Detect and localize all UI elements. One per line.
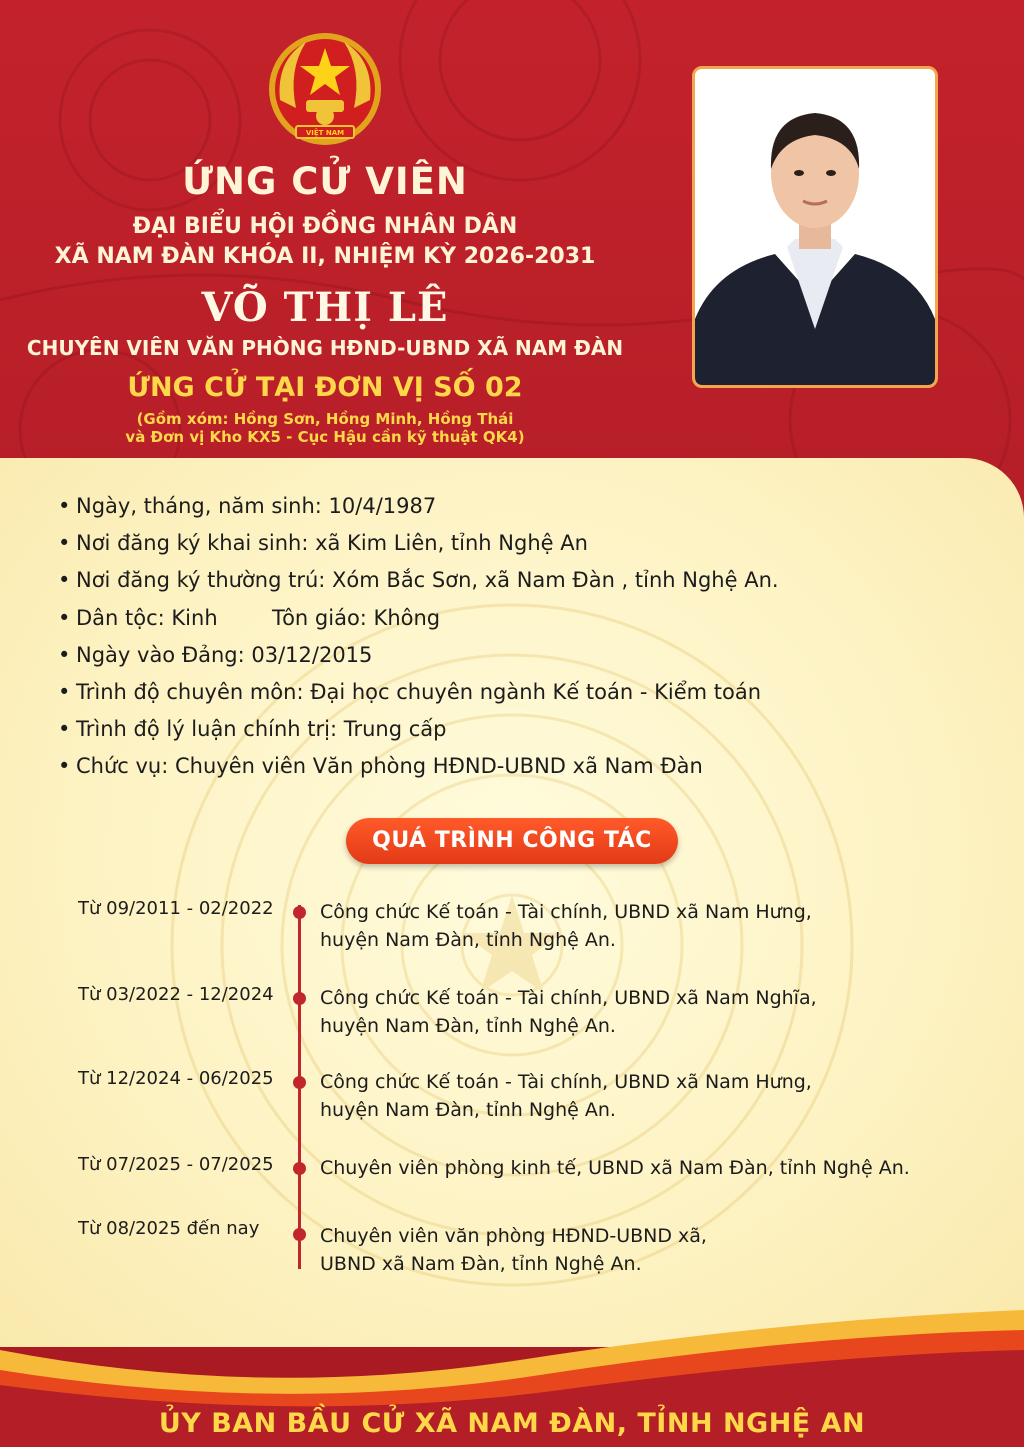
council-line-1: ĐẠI BIỂU HỘI ĐỒNG NHÂN DÂN [132,214,518,239]
fact-birth-place: • Nơi đăng ký khai sinh: xã Kim Liên, tỉnh Nghệ An [58,531,588,556]
timeline-description: Công chức Kế toán - Tài chính, UBND xã Nam Hưng, huyện Nam Đàn, tỉnh Nghệ An. [320,901,812,951]
timeline-dot [293,992,306,1005]
timeline-period: Từ 09/2011 - 02/2022 [78,898,274,919]
timeline-dot [293,906,306,919]
timeline-description: Công chức Kế toán - Tài chính, UBND xã Nam Nghĩa, huyện Nam Đàn, tỉnh Nghệ An. [320,987,817,1037]
fact-ethnicity-religion: • Dân tộc: Kinh Tôn giáo: Không [58,605,441,630]
career-section-title: QUÁ TRÌNH CÔNG TÁC [346,818,678,864]
fact-political-theory: • Trình độ lý luận chính trị: Trung cấp [58,717,447,742]
candidate-photo [692,66,938,388]
timeline-period: Từ 03/2022 - 12/2024 [78,984,274,1005]
election-committee-footer: ỦY BAN BẦU CỬ XÃ NAM ĐÀN, TỈNH NGHỆ AN [158,1408,866,1439]
poster-title: ỨNG CỬ VIÊN [182,160,468,203]
constituency-title: ỨNG CỬ TẠI ĐƠN VỊ SỐ 02 [127,372,523,403]
constituency-detail-2: và Đơn vị Kho KX5 - Cục Hậu cần kỹ thuật QK4) [125,428,525,446]
biography-facts [58,494,779,792]
constituency-detail-1: (Gồm xóm: Hồng Sơn, Hồng Minh, Hồng Thái [136,410,514,428]
fact-birth-date: • Ngày, tháng, năm sinh: 10/4/1987 [58,494,437,518]
timeline-dot [293,1228,306,1241]
timeline-description: Chuyên viên phòng kinh tế, UBND xã Nam Đàn, tỉnh Nghệ An. [320,1157,910,1179]
fact-party-date: • Ngày vào Đảng: 03/12/2015 [58,642,373,667]
candidate-position: CHUYÊN VIÊN VĂN PHÒNG HĐND-UBND XÃ NAM ĐÀN [26,336,624,360]
timeline-period: Từ 12/2024 - 06/2025 [78,1068,274,1089]
fact-religion: Tôn giáo: Không [272,605,441,630]
fact-current-role: • Chức vụ: Chuyên viên Văn phòng HĐND-UBND xã Nam Đàn [58,754,703,779]
timeline-description: Công chức Kế toán - Tài chính, UBND xã Nam Hưng, huyện Nam Đàn, tỉnh Nghệ An. [320,1071,812,1121]
timeline-description: Chuyên viên văn phòng HĐND-UBND xã, UBND xã Nam Đàn, tỉnh Nghệ An. [320,1225,707,1275]
portrait-illustration [695,69,935,385]
fact-education: • Trình độ chuyên môn: Đại học chuyên ngành Kế toán - Kiểm toán [58,679,762,704]
emblem-ribbon-text: VIỆT NAM [305,129,345,137]
fact-residence: • Nơi đăng ký thường trú: Xóm Bắc Sơn, xã Nam Đàn , tỉnh Nghệ An. [58,568,779,593]
candidate-name: VÕ THỊ LÊ [201,284,449,331]
timeline-period: Từ 08/2025 đến nay [78,1218,260,1239]
timeline-dot [293,1076,306,1089]
council-line-2: XÃ NAM ĐÀN KHÓA II, NHIỆM KỲ 2026-2031 [54,244,596,269]
timeline-dot [293,1162,306,1175]
national-emblem-icon [266,30,384,148]
timeline-period: Từ 07/2025 - 07/2025 [78,1154,274,1175]
